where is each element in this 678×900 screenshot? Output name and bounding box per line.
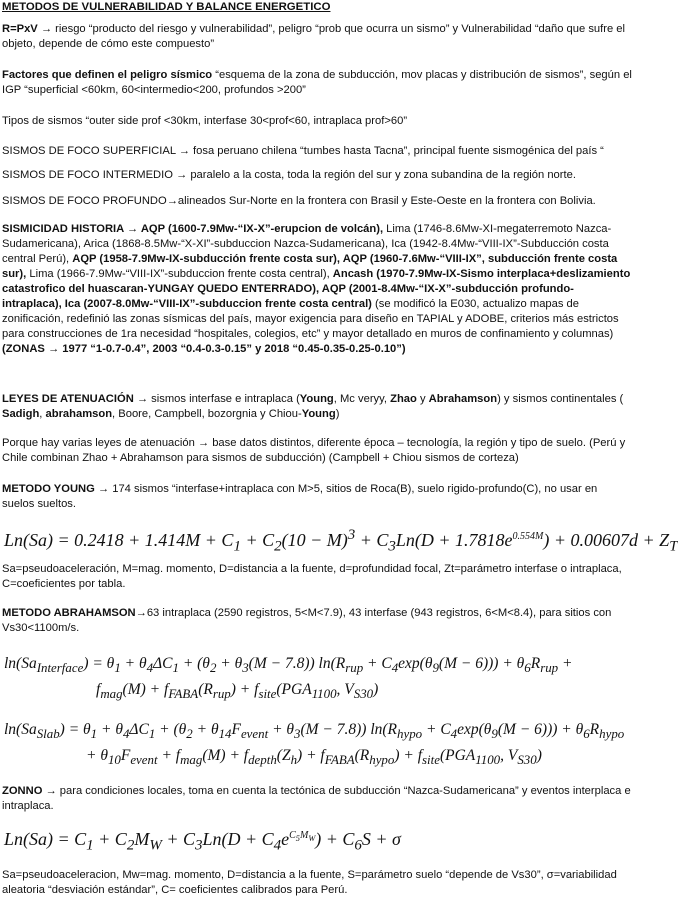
equation-slab-line-1: $\ln(Sa_{Slab}) = \theta_1 + \theta_4\Delta C_1 + (\theta_2 + \theta_{14}F_{event} + \theta_3(M - 7.8)) \ln(R_{hypo} + C_4\exp(\theta_9(M - 6))) + \theta_6R_{hypo}$ (4, 721, 625, 742)
paragraph-superficial: SISMOS DE FOCO SUPERFICIAL → fosa peruano chilena “tumbes hasta Tacna”, principal fuente sismogénica del país “ (2, 145, 604, 157)
attenuation-text: , Boore, Campbell, bozorgnia y Chiou- (112, 408, 302, 420)
abrahamson-heading: METODO ABRAHAMSON→ (2, 607, 147, 619)
equation-zonno: $Ln(Sa) = C_1 + C_2M_W + C_3Ln(D + C_4e^{C_5M_W}) + C_6S + \sigma$ (4, 829, 401, 854)
equation-interface-line-1: $\ln(Sa_{Interface}) = \theta_1 + \theta_4\Delta C_1 + (\theta_2 + \theta_3(M - 7.8)) \ln(R_{rup} + C_4\exp(\theta_9(M - 6))) + \theta_6R_{rup}$ + (4, 655, 573, 676)
equation-interface-line-2: $f_{mag}(M) + f_{FABA}(R_{rup}) + f_{site}(PGA_{1100}$, $V_{S30}$) (96, 681, 379, 702)
historic-text-2: AQP (1958-7.9Mw-IX-subducción frente costa sur), AQP (1960-7.6Mw-“VIII-IX”, subducción frente costa sur), (2, 253, 618, 280)
attenuation-text: ) (335, 408, 340, 420)
historic-text-5: (se modificó la E030, actualizo mapas de zonificación, redefinió las zonas sísmicas del país, mayor exigencia para diseño en TAPIAL y ADOBE, criterios más estrictos para construcciones de 1ra necesidad “hospitales, colegios, etc” y mayor detallado en muros de confinamiento y columnas) (2, 298, 619, 340)
young-heading: METODO YOUNG → (2, 483, 110, 495)
paragraph-types: Tipos de sismos “outer side prof <30km, interfase 30<prof<60, intraplaca prof>60” (2, 115, 408, 127)
document-title: METODOS DE VULNERABILIDAD Y BALANCE ENERGETICO (2, 1, 331, 13)
paragraph-factors (2, 68, 632, 98)
attenuation-author: Abrahamson (428, 393, 498, 405)
attenuation-text: ) y sismos continentales ( (497, 393, 624, 405)
attenuation-text: y (416, 393, 429, 405)
attenuation-text: , (39, 408, 46, 420)
historic-text-3: Lima (1966-7.9Mw-“VIII-IX”-subduccion frente costa central), (26, 268, 333, 280)
attenuation-author: abrahamson (45, 408, 113, 420)
attenuation-text: , Mc veryy, (333, 393, 391, 405)
paragraph-young-vars: Sa=pseudoaceleración, M=mag. momento, D=distancia a la fuente, d=profundidad focal, Zt=parámetro interfase o intraplaca, C=coeficientes por tabla. (2, 563, 622, 590)
attenuation-author: Young (299, 393, 334, 405)
factors-text: “esquema de la zona de subducción, mov placas y distribución de sismos”, según el IGP “superficial <60km, 60<intermedio<200, profundos >200” (2, 69, 632, 96)
historic-text-1: Lima (1746-8.6Mw-XI-megaterremoto Nazca-Sudamericana), Arica (1868-8.5Mw-“X-XI”-subduccion Nazca-Sudamericana), Ica (1942-8.4Mw-“VIII-IX”-Subducción costa central Perú), (2, 223, 612, 265)
risk-formula: R=PxV (2, 23, 38, 35)
historic-heading: SISMICIDAD HISTORIA → AQP (1600-7.9Mw-“IX-X”-erupcion de volcán), (2, 223, 384, 235)
young-text: 174 sismos “interfase+intraplaca con M>5, sitios de Roca(B), suelo rigido-profundo(C), no usar en suelos sueltos. (2, 483, 598, 510)
paragraph-young (2, 482, 632, 512)
zonno-text: para condiciones locales, toma en cuenta la tectónica de subducción “Nazca-Sudamericana” y eventos interplaca e intraplaca. (2, 785, 631, 812)
paragraph-attenuation (2, 392, 632, 422)
equation-slab-line-2: + $\theta_{10}F_{event} + f_{mag}(M) + f_{depth}(Z_h) + f_{FABA}(R_{hypo}) + f_{site}(PGA_{1100}$, $V_{S30}$) (86, 747, 542, 768)
factors-heading: Factores que definen el peligro sísmico (2, 69, 213, 81)
risk-text: → riesgo “producto del riesgo y vulnerabilidad”, peligro “prob que ocurra un sismo” y Vulnerabilidad “daño que sufre el objeto, depende de cómo este compuesto” (2, 23, 626, 50)
abrahamson-text: 63 intraplaca (2590 registros, 5<M<7.9), 43 interfase (943 registros, 6<M<8.4), para sitios con Vs30<1100m/s. (2, 607, 612, 634)
attenuation-heading: LEYES DE ATENUACIÓN → (2, 393, 149, 405)
attenuation-text: sismos interfase e intraplaca ( (148, 393, 300, 405)
equation-young: $Ln(Sa) = 0.2418 + 1.414M + C_1 + C_2(10 - M)^3 + C_3Ln(D + 1.7818e^{0.554M}) + 0.00607d + Z_T$ (4, 527, 678, 555)
paragraph-historic-seismicity (2, 222, 632, 357)
attenuation-author: Sadigh (2, 408, 40, 420)
historic-text-4: Ancash (1970-7.9Mw-IX-Sismo interplaca+deslizamiento catastrofico del huascaran-YUNGAY QUEDO ENTERRADO), AQP (2001-8.4Mw-“IX-X”-subducción profundo-intraplaca), Ica (2007-8.0Mw-“VIII-IX”-subduccion frente costa central) (2, 268, 631, 310)
paragraph-why-laws: Porque hay varias leyes de atenuación → base datos distintos, diferente época – tecnología, la región y tipo de suelo. (Perú y Chile combinan Zhao + Abrahamson para sismos de subducción) (Campbell + Chiou sismos de corteza) (2, 437, 626, 464)
paragraph-abrahamson (2, 606, 632, 636)
paragraph-risk (2, 22, 632, 52)
attenuation-author: Young (301, 408, 336, 420)
paragraph-intermedio: SISMOS DE FOCO INTERMEDIO → paralelo a la costa, toda la región del sur y zona subandina de la región norte. (2, 169, 576, 181)
paragraph-profundo: SISMOS DE FOCO PROFUNDO→alineados Sur-Norte en la frontera con Brasil y Este-Oeste en la frontera con Bolivia. (2, 195, 596, 207)
attenuation-author: Zhao (390, 393, 417, 405)
zonno-heading: ZONNO → (2, 785, 57, 797)
historic-zones: (ZONAS → 1977 “1-0.7-0.4”, 2003 “0.4-0.3-0.15” y 2018 “0.45-0.35-0.25-0.10”) (2, 343, 406, 355)
paragraph-zonno-vars: Sa=pseudoaceleracion, Mw=mag. momento, D=distancia a la fuente, S=parámetro suelo “depende de Vs30”, σ=variabilidad aleatoria “desviación estándar”, C= coeficientes calibrados para Perú. (2, 869, 617, 896)
paragraph-zonno (2, 784, 632, 814)
